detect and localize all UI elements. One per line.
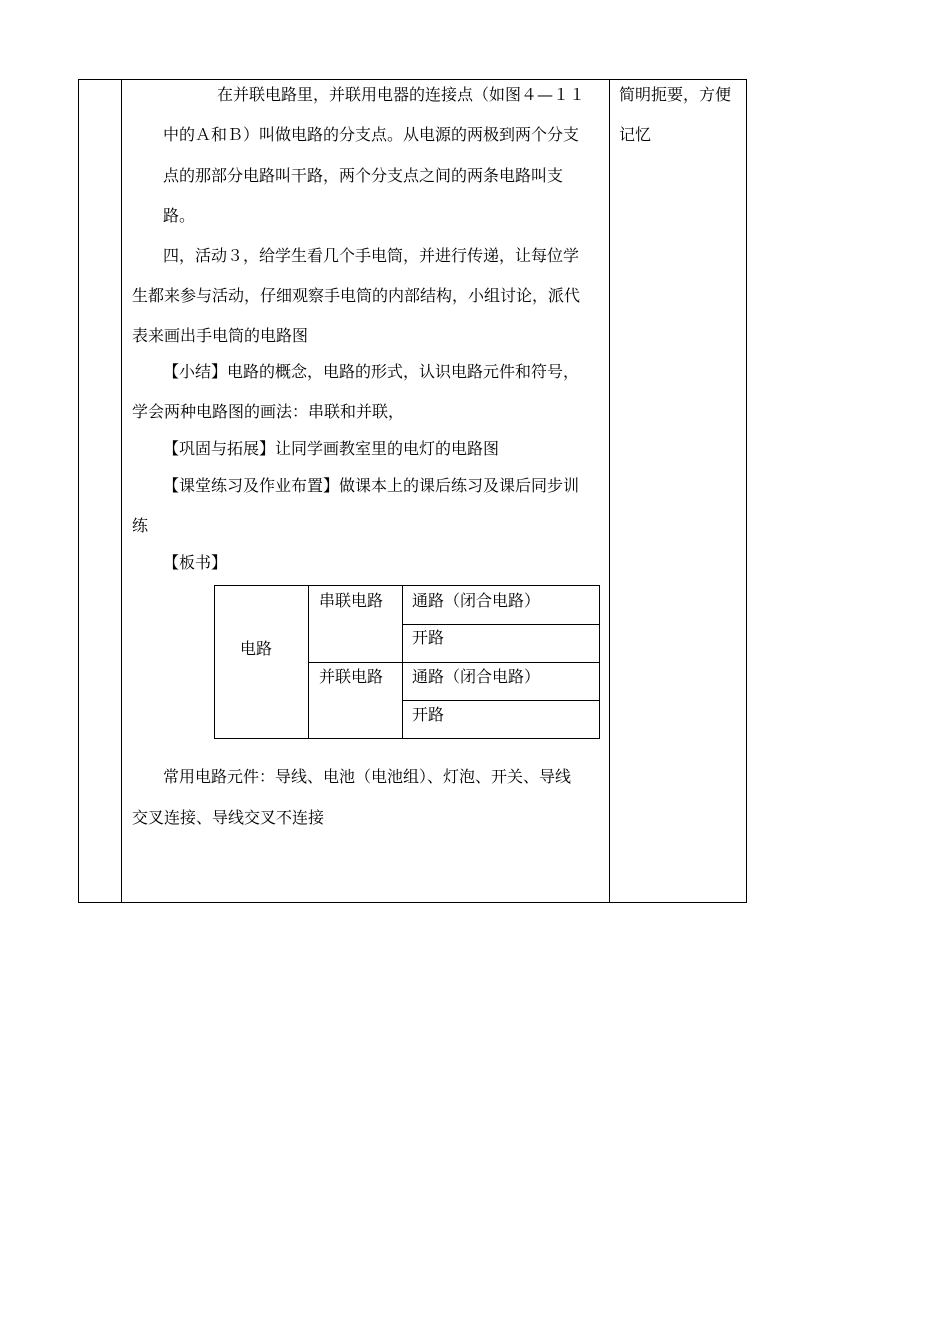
board-table [214,585,600,739]
text-line: 【巩固与拓展】让同学画教室里的电灯的电路图 [163,439,500,458]
text-line: 中的Ａ和Ｂ）叫做电路的分支点。从电源的两极到两个分支 [163,125,580,144]
text-line: 在并联电路里，并联用电器的连接点（如图４—１１ [217,85,586,104]
text-line: 点的那部分电路叫干路，两个分支点之间的两条电路叫支 [163,166,564,185]
text-line: 【小结】电路的概念，电路的形式，认识电路元件和符号， [163,362,580,381]
side-note-cell [610,80,747,902]
text-line: 生都来参与活动，仔细观察手电筒的内部结构，小组讨论，派代 [132,286,581,305]
text-line: 交叉连接、导线交叉不连接 [132,808,325,827]
text-line: 表来画出手电筒的电路图 [132,326,309,345]
text-line: 常用电路元件：导线、电池（电池组）、灯泡、开关、导线 [163,767,572,786]
text-line: 学会两种电路图的画法：串联和并联， [132,402,405,421]
board-heading: 【板书】 [163,553,228,572]
text-line: 【课堂练习及作业布置】做课本上的课后练习及课后同步训 [163,476,580,495]
board-item: 通路（闭合电路） [412,591,541,610]
main-content-cell [122,80,609,902]
side-note-line: 记忆 [619,125,652,144]
lesson-table [78,79,747,903]
board-item: 开路 [412,705,445,724]
text-line: 练 [132,516,149,535]
board-item: 通路（闭合电路） [412,667,541,686]
board-branch-series: 串联电路 [319,591,384,610]
side-note-line: 简明扼要，方便 [619,85,732,104]
text-line: 四，活动３，给学生看几个手电筒，并进行传递，让每位学 [163,246,580,265]
board-branch-parallel: 并联电路 [319,667,384,686]
board-root-cell: 电路 [240,639,273,658]
text-line: 路。 [163,206,196,225]
board-item: 开路 [412,628,445,647]
